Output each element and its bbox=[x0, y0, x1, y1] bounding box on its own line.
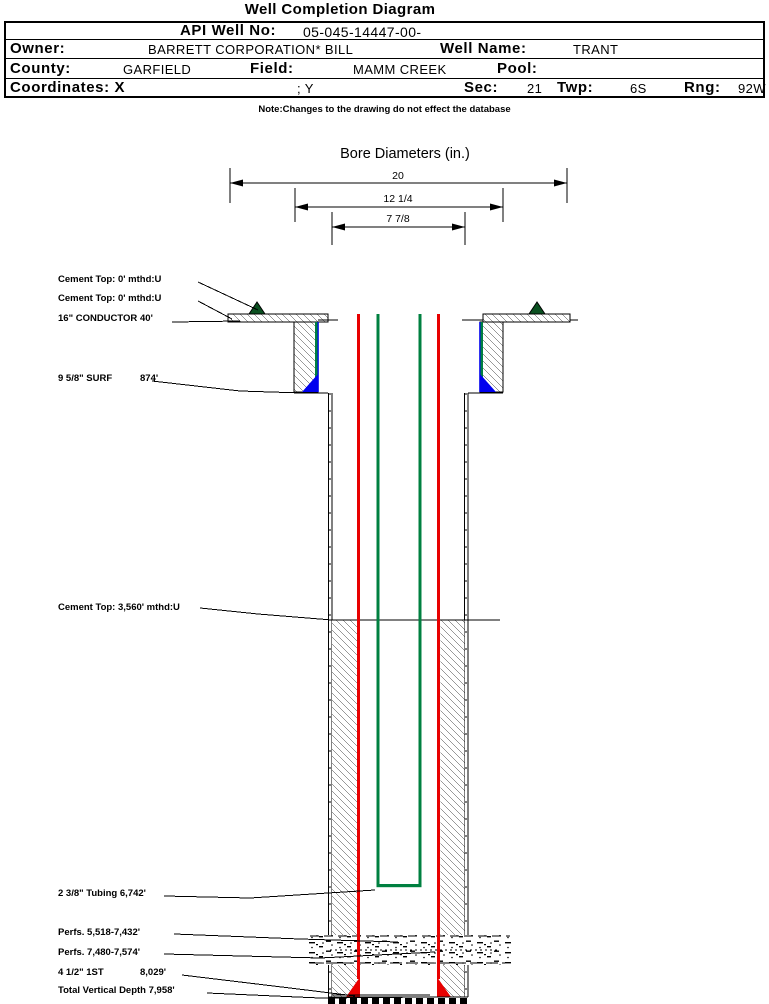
rng-value: 92W bbox=[738, 81, 766, 96]
label-conductor: 16" CONDUCTOR bbox=[58, 313, 138, 324]
label-total-vertical-depth: Total Vertical Depth 7,958' bbox=[58, 985, 175, 996]
label-cement-top-0-a: Cement Top: 0' mthd:U bbox=[58, 274, 162, 285]
owner-value: BARRETT CORPORATION* BILL bbox=[148, 42, 354, 57]
header-row-api bbox=[6, 23, 763, 39]
well-bore-diagram bbox=[0, 130, 769, 1004]
label-production-casing: 4 1/2" 1ST bbox=[58, 967, 104, 978]
conductor-casing bbox=[228, 314, 578, 322]
bore-diameters-title: Bore Diameters (in.) bbox=[340, 146, 470, 162]
arrow-left-icon bbox=[230, 180, 243, 187]
arrow-right-icon bbox=[490, 204, 503, 211]
field-value: MAMM CREEK bbox=[353, 62, 447, 77]
twp-label: Twp: bbox=[557, 79, 594, 96]
label-perfs-2: Perfs. 7,480-7,574' bbox=[58, 947, 141, 958]
header-row-owner bbox=[6, 40, 763, 58]
coordinates-y-label: ; Y bbox=[297, 81, 314, 96]
county-value: GARFIELD bbox=[123, 62, 192, 77]
database-note: Note:Changes to the drawing do not effect the database bbox=[258, 104, 511, 115]
arrow-right-icon bbox=[554, 180, 567, 187]
pool-label: Pool: bbox=[497, 60, 538, 77]
sec-value: 21 bbox=[527, 81, 543, 96]
dim-label-12-1-4: 12 1/4 bbox=[383, 193, 413, 205]
cement-top-marker-right bbox=[529, 302, 545, 314]
page-title: Well Completion Diagram bbox=[244, 1, 436, 18]
label-cement-top-3560: Cement Top: 3,560' mthd:U bbox=[58, 602, 180, 613]
header-row-county bbox=[6, 59, 763, 78]
label-cement-top-0-b: Cement Top: 0' mthd:U bbox=[58, 293, 162, 304]
dim-label-7-7-8: 7 7/8 bbox=[386, 213, 410, 225]
dimension-7-7-8 bbox=[332, 212, 465, 245]
cement-top-marker-left bbox=[249, 302, 265, 314]
rng-label: Rng: bbox=[684, 79, 721, 96]
dim-label-20: 20 bbox=[392, 170, 404, 182]
arrow-left-icon bbox=[295, 204, 308, 211]
label-surface-casing-depth: 874' bbox=[140, 373, 159, 384]
well-name-label: Well Name: bbox=[440, 40, 527, 57]
tubing-bottom bbox=[377, 884, 422, 887]
perforation-zone bbox=[308, 935, 512, 965]
api-well-no-value: 05-045-14447-00- bbox=[303, 24, 422, 40]
surface-casing bbox=[294, 322, 503, 393]
twp-value: 6S bbox=[630, 81, 647, 96]
sec-label: Sec: bbox=[464, 79, 499, 96]
label-perfs-1: Perfs. 5,518-7,432' bbox=[58, 927, 141, 938]
tubing bbox=[377, 314, 422, 887]
field-label: Field: bbox=[250, 60, 294, 77]
coordinates-label: Coordinates: X bbox=[10, 79, 126, 96]
header-row-coordinates bbox=[6, 79, 766, 96]
label-conductor-depth: 40' bbox=[140, 313, 153, 324]
arrow-left-icon bbox=[332, 224, 345, 231]
production-casing bbox=[346, 314, 451, 997]
label-production-casing-depth: 8,029' bbox=[140, 967, 167, 978]
label-tubing: 2 3/8" Tubing 6,742' bbox=[58, 888, 146, 899]
well-header-table bbox=[4, 21, 765, 98]
arrow-right-icon bbox=[452, 224, 465, 231]
api-well-no-label: API Well No: bbox=[180, 22, 277, 39]
well-name-value: TRANT bbox=[573, 42, 619, 57]
label-surface-casing: 9 5/8" SURF bbox=[58, 373, 113, 384]
county-label: County: bbox=[10, 60, 71, 77]
owner-label: Owner: bbox=[10, 40, 66, 57]
